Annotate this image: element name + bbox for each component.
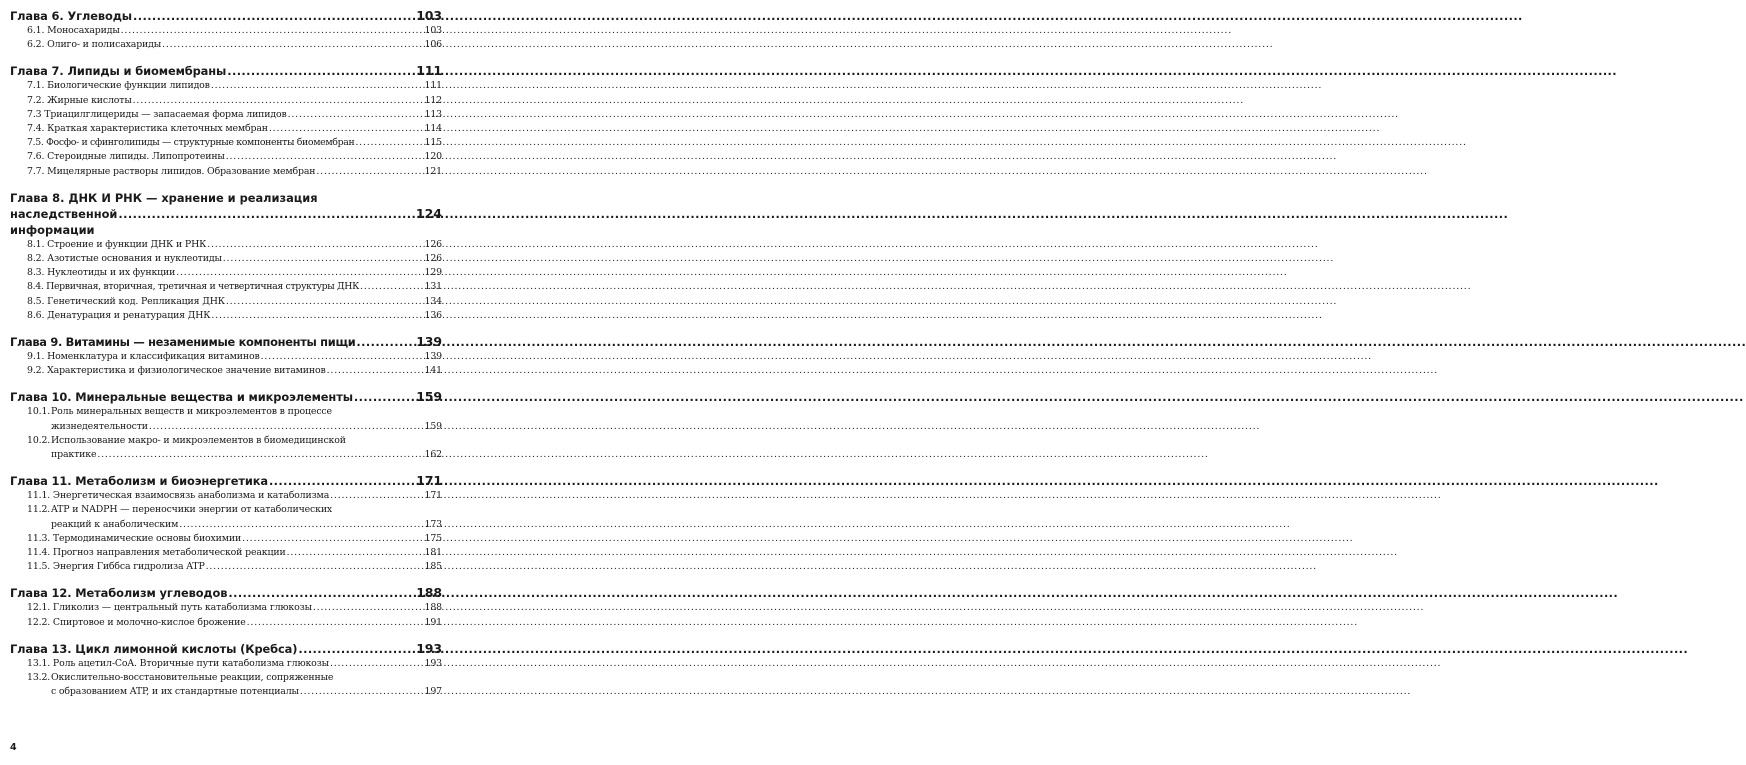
section-entry[interactable] <box>10 489 442 503</box>
page-number: 136 <box>424 309 442 321</box>
page-number: 188 <box>416 585 442 601</box>
section-title: 12.1. Гликолиз — центральный путь катаболизма глюкозы <box>27 602 312 614</box>
leader-dots <box>226 150 424 164</box>
chapter-title: Глава 11. Метаболизм и биоэнергетика <box>10 474 268 489</box>
page-number: 162 <box>424 449 442 461</box>
section-title: 11.5. Энергия Гиббса гидролиза ATP <box>27 561 205 573</box>
section-entry[interactable] <box>10 266 442 280</box>
section-title: 7.6. Стероидные липиды. Липопротеины <box>27 151 225 163</box>
chapter-title: Глава 9. Витамины — незаменимые компоненты пищи <box>10 335 356 350</box>
page-number: 175 <box>424 532 442 544</box>
section-entry[interactable] <box>10 295 442 309</box>
leader-dots <box>269 122 424 136</box>
chapter-entry[interactable] <box>10 641 442 657</box>
page-number: 171 <box>416 473 442 489</box>
section-title: 7.5. Фосфо- и сфинголипиды — структурные компоненты биомембран <box>27 137 355 149</box>
chapter-title: Глава 8. ДНК И РНК — хранение и реализация <box>10 190 318 205</box>
section-entry[interactable] <box>10 532 442 546</box>
section-title: 12.2. Спиртовое и молочно-кислое брожение <box>27 616 246 628</box>
section-title: 8.2. Азотистые основания и нуклеотиды <box>27 253 222 265</box>
leader-dots <box>269 473 415 489</box>
section-entry[interactable] <box>10 150 442 164</box>
section-title: Использование макро- и микроэлементов в биомедицинской <box>51 434 346 446</box>
section-entry[interactable] <box>10 560 442 574</box>
page-number: 197 <box>424 686 442 698</box>
page-number: 134 <box>424 295 442 307</box>
page-number: 188 <box>424 602 442 614</box>
page-number: 121 <box>424 165 442 177</box>
section-entry[interactable] <box>10 546 442 560</box>
section-title-continued: жизнедеятельности <box>51 420 148 432</box>
chapter-entry[interactable] <box>10 389 442 405</box>
page-number: 111 <box>416 63 442 79</box>
leader-dots <box>162 38 423 52</box>
section-number: 13.2. <box>27 672 51 684</box>
section-title: 9.2. Характеристика и физиологическое значение витаминов <box>27 365 326 377</box>
leader-dots <box>360 280 424 294</box>
section-title-continued: с образованием ATP, и их стандартные потенциалы <box>51 686 299 698</box>
chapter-title: Глава 10. Минеральные вещества и микроэлементы <box>10 390 353 405</box>
leader-dots <box>207 238 423 252</box>
leader-dots <box>118 206 414 222</box>
chapter-title: Глава 7. Липиды и биомембраны <box>10 64 227 79</box>
section-entry[interactable] <box>10 38 442 52</box>
section-title: 8.3. Нуклеотиды и их функции <box>27 267 176 279</box>
page-folio-number: 4 <box>10 742 17 753</box>
section-title: Роль минеральных веществ и микроэлементов в процессе <box>51 406 332 418</box>
chapter-title: Глава 6. Углеводы <box>10 9 133 23</box>
section-entry[interactable] <box>10 350 442 364</box>
chapter-title: Глава 13. Цикл лимонной кислоты (Кребса) <box>10 641 298 656</box>
page-number: 103 <box>424 25 442 36</box>
section-title: 11.1. Энергетическая взаимосвязь анаболизма и катаболизма <box>27 490 330 502</box>
page-number: 193 <box>424 657 442 669</box>
leader-dots <box>228 585 415 601</box>
section-entry[interactable] <box>10 24 442 38</box>
section-entry[interactable] <box>10 601 442 615</box>
section-entry[interactable] <box>10 252 442 266</box>
leader-dots <box>316 165 423 179</box>
leader-dots <box>356 334 415 350</box>
section-entry[interactable] <box>10 122 442 136</box>
section-title: Окислительно-восстановительные реакции, сопряженные <box>51 672 334 684</box>
section-entry[interactable] <box>10 94 442 108</box>
section-title: ATP и NADPH — переносчики энергии от катаболических <box>51 504 333 516</box>
section-title: 7.1. Биологические функции липидов <box>27 80 210 92</box>
leader-dots <box>179 518 423 532</box>
leader-dots <box>206 560 424 574</box>
leader-dots <box>226 295 424 309</box>
section-entry[interactable] <box>10 405 442 433</box>
section-title: 8.1. Строение и функции ДНК и РНК <box>27 238 207 250</box>
section-entry[interactable] <box>10 364 442 378</box>
section-entry[interactable] <box>10 671 442 699</box>
page-number: 171 <box>424 490 442 502</box>
section-entry[interactable] <box>10 503 442 531</box>
page-number: 113 <box>424 108 442 120</box>
leader-dots <box>242 532 423 546</box>
leader-dots <box>121 24 424 38</box>
section-title: 6.2. Олиго- и полисахариды <box>27 39 162 51</box>
section-title: 7.4. Краткая характеристика клеточных мембран <box>27 123 268 135</box>
section-entry[interactable] <box>10 434 442 462</box>
section-entry[interactable] <box>10 657 442 671</box>
page-number: 131 <box>424 281 442 293</box>
section-title: 13.1. Роль ацетил-CoA. Вторичные пути катаболизма глюкозы <box>27 657 329 669</box>
section-entry[interactable] <box>10 165 442 179</box>
leader-dots <box>133 94 424 108</box>
section-title: 6.1. Моносахариды <box>27 25 120 36</box>
leader-dots <box>354 389 415 405</box>
section-title: 9.1. Номенклатура и классификация витаминов <box>27 351 260 363</box>
page-number: 139 <box>424 351 442 363</box>
section-entry[interactable] <box>10 136 442 150</box>
section-title: 11.3. Термодинамические основы биохимии <box>27 532 242 544</box>
section-title: 8.6. Денатурация и ренатурация ДНК <box>27 309 211 321</box>
leader-dots <box>355 136 423 150</box>
leader-dots <box>247 616 424 630</box>
section-title-continued: практике <box>51 449 97 461</box>
page-number: 112 <box>424 94 442 106</box>
page-number: 173 <box>424 518 442 530</box>
page-number: 181 <box>424 547 442 559</box>
leader-dots <box>330 657 424 671</box>
leader-dots <box>176 266 423 280</box>
chapter-entry[interactable] <box>10 473 442 489</box>
section-title: 8.5. Генетический код. Репликация ДНК <box>27 295 225 307</box>
leader-dots <box>133 8 415 24</box>
section-entry[interactable] <box>10 280 442 294</box>
page-number: 115 <box>424 137 442 149</box>
page-number: 159 <box>424 420 442 432</box>
chapter-entry[interactable] <box>10 585 442 601</box>
section-title: 8.4. Первичная, вторичная, третичная и четвертичная структуры ДНК <box>27 281 360 293</box>
page-number: 141 <box>424 365 442 377</box>
leader-dots <box>261 350 424 364</box>
page-number: 193 <box>416 640 442 656</box>
section-number: 10.2. <box>27 434 51 446</box>
chapter-entry[interactable] <box>10 190 442 238</box>
leader-dots <box>287 546 424 560</box>
page-number: 114 <box>424 123 442 135</box>
page-number: 124 <box>415 205 442 221</box>
section-entry[interactable] <box>10 309 442 323</box>
chapter-title-continued: наследственной информации <box>10 206 118 237</box>
leader-dots <box>211 79 424 93</box>
section-title: 7.7. Мицелярные растворы липидов. Образование мембран <box>27 165 316 177</box>
page-number: 120 <box>424 151 442 163</box>
leader-dots <box>313 601 424 615</box>
leader-dots <box>149 420 424 434</box>
page-number: 129 <box>424 267 442 279</box>
section-entry[interactable] <box>10 616 442 630</box>
page-number: 111 <box>424 80 442 92</box>
section-entry[interactable] <box>10 79 442 93</box>
leader-dots <box>227 63 415 79</box>
section-entry[interactable] <box>10 238 442 252</box>
table-of-contents <box>10 8 442 700</box>
page-number: 159 <box>416 389 442 405</box>
leader-dots <box>298 641 415 657</box>
section-title: 11.4. Прогноз направления метаболической реакции <box>27 547 286 559</box>
leader-dots <box>288 108 424 122</box>
leader-dots <box>327 364 424 378</box>
section-entry[interactable] <box>10 108 442 122</box>
page-number: 191 <box>424 616 442 628</box>
chapter-entry[interactable] <box>10 334 442 350</box>
chapter-title: Глава 12. Метаболизм углеводов <box>10 586 228 601</box>
leader-dots <box>211 309 423 323</box>
page-number: 126 <box>424 238 442 250</box>
page-number: 126 <box>424 253 442 265</box>
page-number: 185 <box>424 561 442 573</box>
leader-dots <box>223 252 424 266</box>
section-number: 11.2. <box>27 504 51 516</box>
section-title-continued: реакций к анаболическим <box>51 518 179 530</box>
section-title: 7.2. Жирные кислоты <box>27 94 132 106</box>
page-number: 103 <box>416 8 442 23</box>
page-number: 139 <box>416 334 442 350</box>
chapter-entry[interactable] <box>10 8 442 24</box>
chapter-entry[interactable] <box>10 63 442 79</box>
section-number: 10.1. <box>27 406 51 418</box>
leader-dots <box>300 685 424 699</box>
section-title: 7.3 Триацилглицериды — запасаемая форма липидов <box>27 108 287 120</box>
leader-dots <box>330 489 423 503</box>
leader-dots <box>97 448 423 462</box>
page-number: 106 <box>424 39 442 51</box>
